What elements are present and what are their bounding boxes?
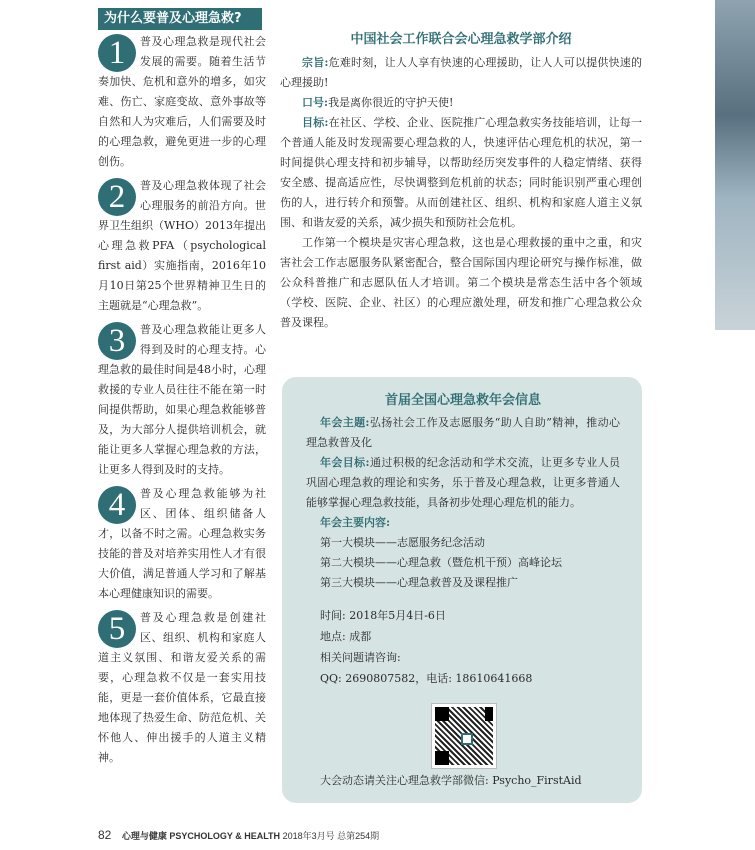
point-text: 普及心理急救体现了社会心理服务的前沿方向。世界卫生组织（WHO）2013年提出心理急救PFA（psychological first aid）实施指南，2016年10月10日第25个世界精神卫生日的主题就是“心理急救”。	[98, 179, 266, 312]
slogan-text: 我是离你很近的守护天使!	[328, 96, 454, 109]
point-4	[98, 484, 266, 604]
page-footer	[98, 828, 379, 842]
number-badge: 3	[98, 322, 136, 360]
number-badge: 2	[98, 178, 136, 216]
module-item: 第二大模块——心理急救（暨危机干预）高峰论坛	[320, 556, 562, 569]
purpose-label: 宗旨:	[302, 56, 329, 69]
goal-text: 在社区、学校、企业、医院推广心理急救实务技能培训，让每一个普通人能及时发现需要心理急救的人，快速评估心理危机的状况，第一时间提供心理支持和初步辅导，以帮助经历突发事件的人稳定情绪、获得安全感、提高适应性，尽快调整到危机前的状态；同时能识别严重心理创伤的人，进行转介和预警。从而创建社区、组织、机构和家庭人道主义氛围、和谐友爱的关系，减少损失和预防社会危机。	[280, 116, 643, 229]
conf-goal-label: 年会目标:	[320, 456, 370, 469]
issue-info: 2018年3月号 总第254期	[282, 831, 380, 841]
goal-paragraph	[280, 113, 642, 233]
page-number: 82	[98, 828, 112, 842]
point-1	[98, 32, 266, 172]
contact-phone: QQ: 2690807582，电话: 18610641668	[320, 672, 533, 685]
point-text: 普及心理急救能让更多人得到及时的心理支持。心理急救的最佳时间是48小时，心理救援的专业人员往往不能在第一时间提供帮助，如果心理急救能够普及，为大部分人提供培训机会，就能让更多人掌握心理急救的方法，让更多人得到及时的支持。	[98, 323, 266, 476]
org-intro	[280, 30, 642, 333]
module-item: 第三大模块——心理急救普及及课程推广	[320, 576, 518, 589]
number-badge: 1	[98, 34, 136, 72]
event-info	[306, 605, 620, 689]
point-text: 普及心理急救是现代社会发展的需要。随着生活节奏加快、危机和意外的增多，如灾难、伤亡、家庭变故、意外事故等自然和人为灾难后，人们需要及时的心理急救，避免更进一步的心理创伤。	[98, 35, 266, 168]
slogan-label: 口号:	[302, 96, 329, 109]
wechat-note: 大会动态请关注心理急救学部微信: Psycho_FirstAid	[320, 774, 582, 787]
number-badge: 5	[98, 610, 136, 648]
slogan-paragraph	[280, 93, 642, 113]
theme-label: 年会主题:	[320, 416, 370, 429]
number-badge: 4	[98, 486, 136, 524]
decorative-photo	[715, 0, 755, 330]
content-label: 年会主要内容:	[320, 516, 391, 529]
theme-text: 弘扬社会工作及志愿服务“助人自助”精神，推动心理急救普及化	[306, 416, 620, 449]
contact-label: 相关问题请咨询:	[320, 651, 401, 664]
theme-paragraph	[306, 413, 620, 453]
goal-label: 目标:	[302, 116, 329, 129]
purpose-text: 危难时刻，让人人享有快速的心理援助，让人人可以提供快速的心理援助!	[280, 56, 643, 89]
point-text: 普及心理急救是创建社区、组织、机构和家庭人道主义氛围、和谐友爱关系的需要，心理急救不仅是一套实用技能，更是一套价值体系，它最直接地体现了热爱生命、防范危机、关怀他人、伸出援手的人道主义精神。	[98, 611, 266, 764]
magazine-name: 心理与健康 PSYCHOLOGY & HEALTH	[121, 831, 281, 841]
module-item: 第一大模块——志愿服务纪念活动	[320, 536, 485, 549]
conference-title: 首届全国心理急救年会信息	[384, 393, 541, 408]
conf-goal-paragraph	[306, 453, 620, 513]
left-column	[98, 8, 266, 768]
qr-code-icon[interactable]	[432, 704, 496, 768]
org-title: 中国社会工作联合会心理急救学部介绍	[350, 32, 572, 47]
event-place: 地点: 成都	[320, 630, 372, 643]
point-5	[98, 608, 266, 768]
event-time: 时间: 2018年5月4日-6日	[320, 609, 446, 622]
qr-logo-icon	[461, 733, 473, 745]
section-heading: 为什么要普及心理急救?	[98, 8, 262, 30]
purpose-paragraph	[280, 53, 642, 93]
point-3	[98, 320, 266, 480]
work-paragraph: 工作第一个模块是灾害心理急救，这也是心理救援的重中之重，和灾害社会工作志愿服务队紧密配合，整合国际国内理论研究与操作标准，做公众科普推广和志愿队伍人才培训。第二个模块是常态生活中各个领域（学校、医院、企业、社区）的心理应激处理，研发和推广心理急救公众普及课程。	[280, 236, 642, 329]
conference-box	[282, 377, 642, 803]
point-text: 普及心理急救能够为社区、团体、组织储备人才，以备不时之需。心理急救实务技能的普及对培养实用性人才有很大价值，满足普通人学习和了解基本心理健康知识的需要。	[98, 487, 266, 600]
point-2	[98, 176, 266, 316]
conf-goal-text: 通过积极的纪念活动和学术交流，让更多专业人员巩固心理急救的理论和实务，乐于普及心理急救，让更多普通人能够掌握心理急救技能，具备初步处理心理危机的能力。	[306, 456, 621, 509]
